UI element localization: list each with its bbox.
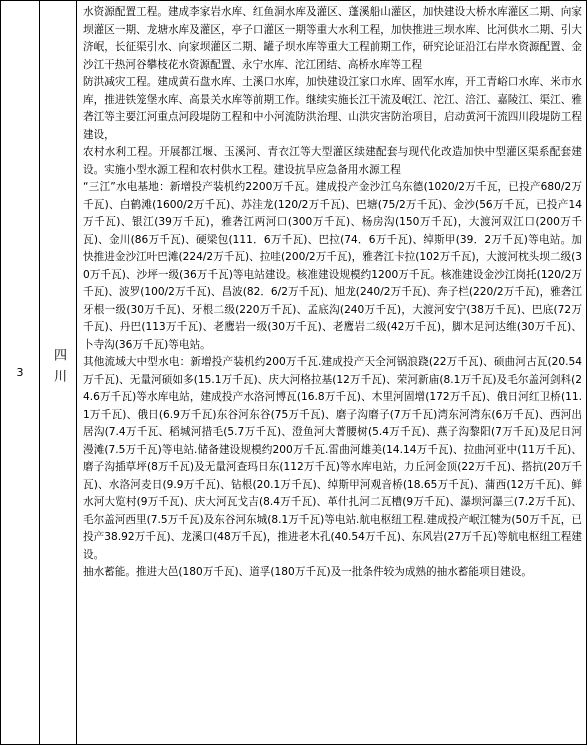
row-number: 3	[16, 366, 24, 379]
row-number-cell	[1, 1, 40, 745]
paragraph-other-hydropower: 其他流域大中型水电：新增投产装机约200万千瓦.建成投产天全河锅浪跷(22万千瓦)、硕曲河古瓦(20.54万千瓦)、无量河硕如多(15.1万千瓦)、庆大河格拉基(12万千瓦)、荣河新庙(8.1万千瓦)及毛尔盖河剑科(24.6万千瓦)等水库电站，建成投产水洛河博瓦(16.8万千瓦)、木里河固增(172万千瓦)、俄日河红卫桥(11.1万千瓦)、俄日(6.9万千瓦)东谷河东谷(75万千瓦)、磨子沟磨子(7万千瓦)湾东河湾东(6万千瓦)、西河出居沟(7.4万千瓦、稻城河措毛(5.7万千瓦)、澄鱼河大菁腰树(5.4万千瓦)、燕子沟黎阳(7万千瓦)及尼日河漫滩(7.5万千瓦)等电站.储备建设规模约200万千瓦.雷曲河雄美(14.14万千瓦)、拉曲河亚中(11万千瓦)、磨子沟插草坪(8万千瓦)及无量河查玛日东(112万千瓦)等水库电站，力丘河金顶(22万千瓦)、搭抗(20万千瓦)、水洛河麦日(9.9万千瓦)、钻根(20.1万千瓦)、绰斯甲河观音桥(18.65万千瓦)、蒲西(12万千瓦)、鲜水河大览村(9万千瓦)、庆大河瓦戈吉(8.4万千瓦)、革什扎河二瓦槽(9万千瓦)、瀑坝河瀑三(7.2万千瓦)、毛尔盖河西里(7.5万千瓦)及东谷河东城(8.1万千瓦)等电站.航电枢纽工程.建成投产岷江犍为(50万千瓦，已投产38.92万千瓦)、龙溪口(48万千瓦)，推进老木孔(40.54万千瓦)、东风岩(27万千瓦)等航电枢纽工程建设。	[83, 356, 582, 561]
paragraph-pumped-storage: 抽水蓄能。推进大邑(180万千瓦)、道孚(180万千瓦)及一批条件较为成熟的抽水蓄能项目建设。	[83, 566, 532, 578]
region-cell	[40, 1, 77, 745]
paragraph-water-allocation: 水资源配置工程。建成李家岩水库、红鱼洞水库及灌区、蓬溪船山灌区，加快建设大桥水库灌区二期、向家坝灌区一期、龙塘水库及灌区，亭子口灌区一期等重大水利工程，加快推进三坝水库、比河供水二期、引大济岷，长征渠引水、向家坝灌区二期、罐子坝水库等重大工程前期工作，研究论证沿江右岸水资源配置、金沙江干热河谷攀枝花水资源配置、永宁水库、沱江团结、高桥水库等工程	[83, 6, 582, 71]
paragraph-three-rivers-hydropower: “三江”水电基地：新增投产装机约2200万千瓦。建成投产金沙江乌东德(1020/2万千瓦，已投产680/2万千瓦)、白鹤滩(1600/2万千瓦)、苏洼龙(120/2万千瓦)、巴塘(75/2万千瓦)、金沙(56万千瓦，已投产14万千瓦)、银江(39万千瓦)，雅砻江两河口(300万千瓦)、杨房沟(150万千瓦)，大渡河双江口(200万千瓦)、金川(86万千瓦)、硬梁包(111．6万千瓦)、巴拉(74．6万千瓦)、绰斯甲(39．2万千瓦)等电站。加快推进金沙江叶巴滩(224/2万千瓦)、拉哇(200/2万千瓦)，雅砻江卡拉(102万千瓦)，大渡河枕头坝二级(30万千瓦)、沙坪一级(36万千瓦)等电站建设。核准建设规模约1200万千瓦。核准建设金沙江岗托(120/2万千瓦)、波罗(100/2万千瓦)、昌波(82．6/2万千瓦)、旭龙(240/2万千瓦)、奔子栏(220/2万千瓦)，雅砻江牙根一级(30万千瓦)、牙根二级(220万千瓦)、孟底沟(240万千瓦)，大渡河安宁(38万千瓦)、巴底(72万千瓦)、丹巴(113万千瓦)、老鹰岩一级(30万千瓦)、老鹰岩二级(42万千瓦)，脚木足河达维(30万千瓦)、卜寺沟(36万千瓦)等电站。	[83, 181, 582, 351]
region-name: 四川	[51, 348, 66, 390]
paragraph-rural-water: 农村水利工程。开展都江堰、玉溪河、青衣江等大型灌区续建配套与现代化改造加快中型灌区渠系配套建设。实施小型水源工程和农村供水工程。建设抗旱应急备用水源工程	[83, 146, 582, 176]
content-cell	[77, 1, 587, 745]
table-row	[1, 1, 587, 745]
paragraph-flood-control: 防洪减灾工程。建成黄石盘水库、土溪口水库，加快建设江家口水库、固军水库，开工青峪口水库、米市水库，推进铁笼堡水库、高景关水库等前期工作。继续实施长江干流及岷江、沱江、涪江、嘉陵江、渠江、雅砻江等主要江河重点河段堤防工程和中小河流防洪治理、山洪灾害防治项目，启动黄河干流四川段堤防工程建设，	[83, 76, 582, 141]
